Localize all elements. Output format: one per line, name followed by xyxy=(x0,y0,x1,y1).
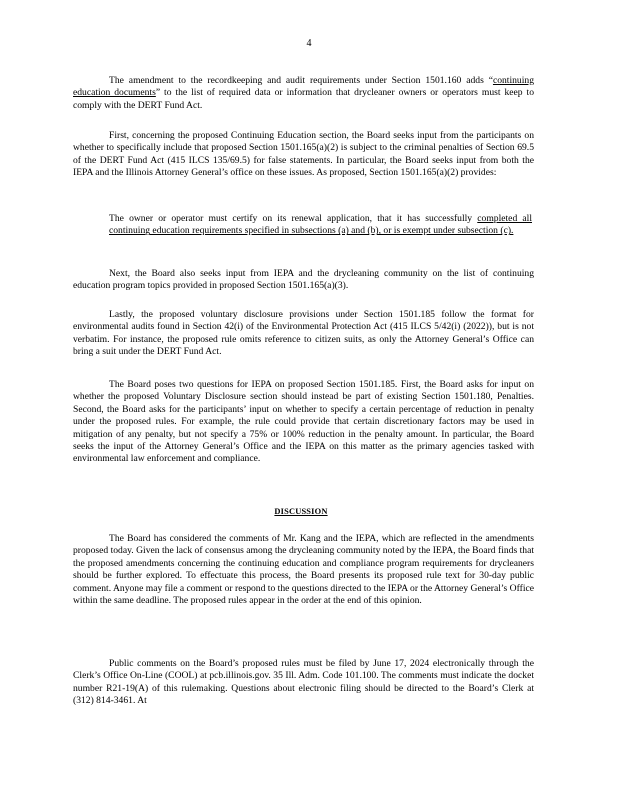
page-number: 4 xyxy=(306,38,312,49)
paragraph-program-topics: Next, the Board also seeks input from IEPA and the drycleaning community on the list of continuing education program topics provided in proposed Section 1501.165(a)(3). xyxy=(73,268,534,292)
discussion-heading: DISCUSSION xyxy=(274,507,328,516)
paragraph-continuing-education: First, concerning the proposed Continuing Education section, the Board seeks input from the participants on whether to specifically include that proposed Section 1501.165(a)(2) is subject to the criminal penalties of Section 69.5 of the DERT Fund Act (415 ILCS 135/69.5) for false statements. In particular, the Board seeks input from both the IEPA and the Illinois Attorney General’s office on these issues. As proposed, Section 1501.165(a)(2) provides: xyxy=(73,130,534,179)
paragraph-recordkeeping-text-a: The amendment to the recordkeeping and audit requirements under Section 1501.160 adds “ xyxy=(109,75,493,86)
paragraph-public-comments: Public comments on the Board’s proposed rules must be filed by June 17, 2024 electronically through the Clerk’s Office On-Line (COOL) at pcb.illinois.gov. 35 Ill. Adm. Code 101.100. The comments must indicate the docket number R21-19(A) of this rulemaking. Questions about electronic filing should be directed to the Board’s Clerk at (312) 814-3461. At xyxy=(73,658,534,707)
block-quote-underlined: completed all continuing education requirements specified in subsections (a) and (b), or is exempt under subsection (c). xyxy=(109,213,532,237)
paragraph-discussion: The Board has considered the comments of Mr. Kang and the IEPA, which are reflected in the amendments proposed today. Given the lack of consensus among the drycleaning community noted by the IEPA, the Board finds that the proposed amendments concerning the continuing education and compliance program requirements for drycleaners should be further explored. To effectuate this process, the Board presents its proposed rule text for 30-day public comment. Anyone may file a comment or respond to the questions directed to the IEPA or the Attorney General’s Office within the same deadline. The proposed rules appear in the order at the end of this opinion. xyxy=(73,533,534,607)
block-quote xyxy=(109,213,532,238)
section-heading xyxy=(0,506,618,518)
paragraph-recordkeeping xyxy=(73,75,534,112)
paragraph-questions: The Board poses two questions for IEPA on proposed Section 1501.185. First, the Board asks for input on whether the proposed Voluntary Disclosure section should instead be part of existing Section 1501.180, Penalties. Second, the Board asks for the participants’ input on whether to specify a certain percentage of reduction in penalty under the proposed rules. For example, the rule could provide that certain discretionary factors may be used in mitigation of any penalty, but not specify a 75% or 100% reduction in the penalty amount. In particular, the Board seeks the input of the Attorney General’s Office and the IEPA on this matter as the primary agencies tasked with environmental law enforcement and compliance. xyxy=(73,379,534,465)
paragraph-recordkeeping-text-b: ” to the list of required data or information that drycleaner owners or operators must keep to comply with the DERT Fund Act. xyxy=(73,87,534,111)
block-quote-text: The owner or operator must certify on its renewal application, that it has successfully xyxy=(109,213,478,224)
paragraph-voluntary-disclosure: Lastly, the proposed voluntary disclosure provisions under Section 1501.185 follow the format for environmental audits found in Section 42(i) of the Environmental Protection Act (415 ILCS 5/42(i) (2022)), but is not verbatim. For instance, the proposed rule omits reference to citizen suits, as only the Attorney General’s Office can bring a suit under the DERT Fund Act. xyxy=(73,309,534,358)
continuing-education-documents-phrase: continuing education documents xyxy=(73,75,534,99)
